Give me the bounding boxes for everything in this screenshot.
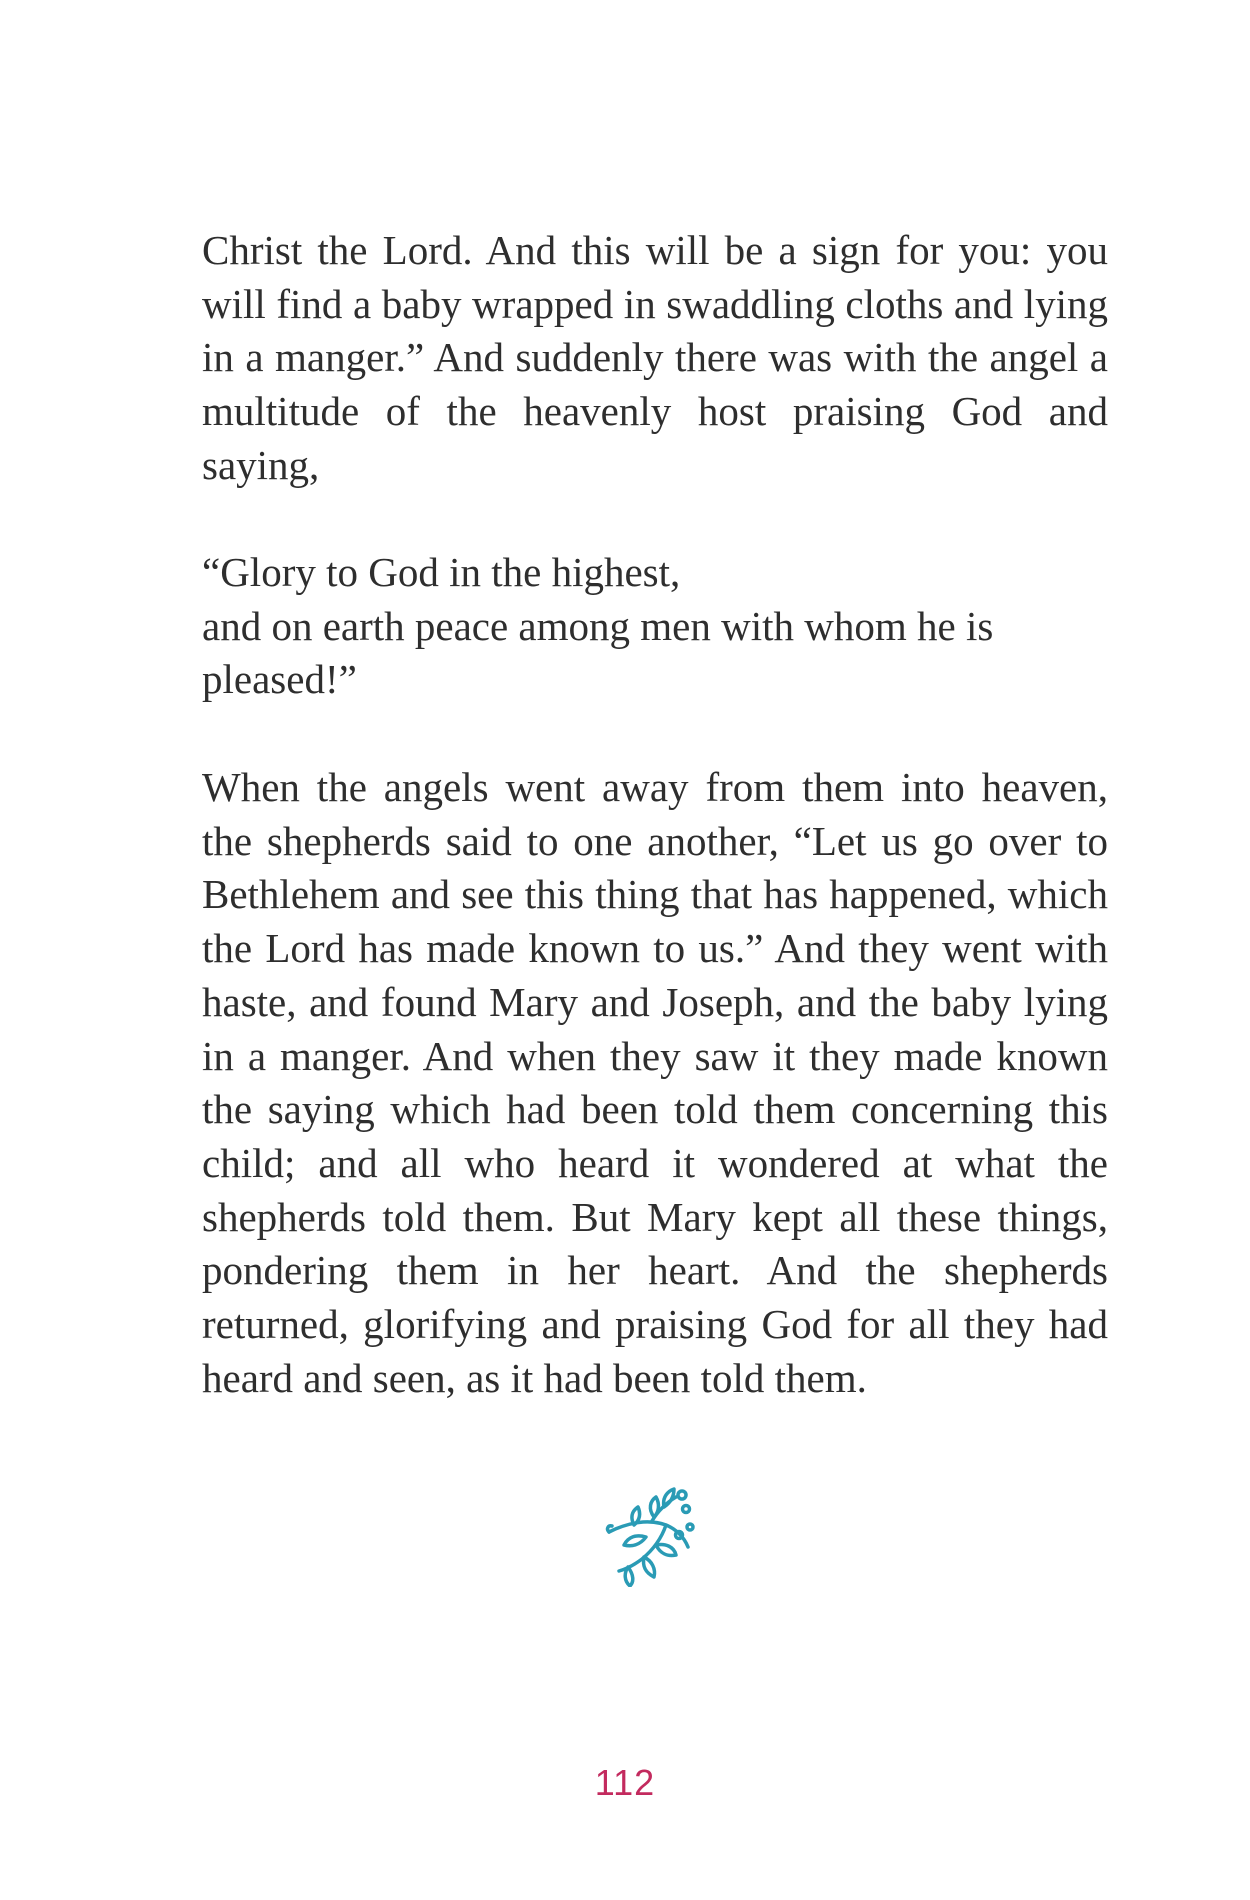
leaf-sprig-icon bbox=[604, 1487, 704, 1587]
verse-line-2: and on earth peace among men with whom he is bbox=[202, 602, 994, 649]
body-paragraph-1: Christ the Lord. And this will be a sign for you: you will find a baby wrapped in swaddling cloths and lying in a manger.” And suddenly there was with the angel a multitude of the heavenly host praising God and saying, bbox=[202, 227, 1108, 488]
page-number: 112 bbox=[594, 1762, 656, 1803]
verse-quote bbox=[202, 546, 1108, 707]
verse-line-1: “Glory to God in the highest, bbox=[202, 549, 681, 595]
body-paragraph-2: When the angels went away from them into heaven, the shepherds said to one another, “Let us go over to Bethlehem and see this thing that has happened, which the Lord has made known to us.” And they went with haste, and found Mary and Joseph, and the baby lying in a manger. And when they saw it they made known the saying which had been told them concerning this child; and all who heard it wondered at what the shepherds told them. But Mary kept all these things, pondering them in her heart. And the shepherds returned, glorifying and praising God for all they had heard and seen, as it had been told them. bbox=[202, 764, 1108, 1401]
verse-line-3: pleased!” bbox=[202, 656, 357, 703]
